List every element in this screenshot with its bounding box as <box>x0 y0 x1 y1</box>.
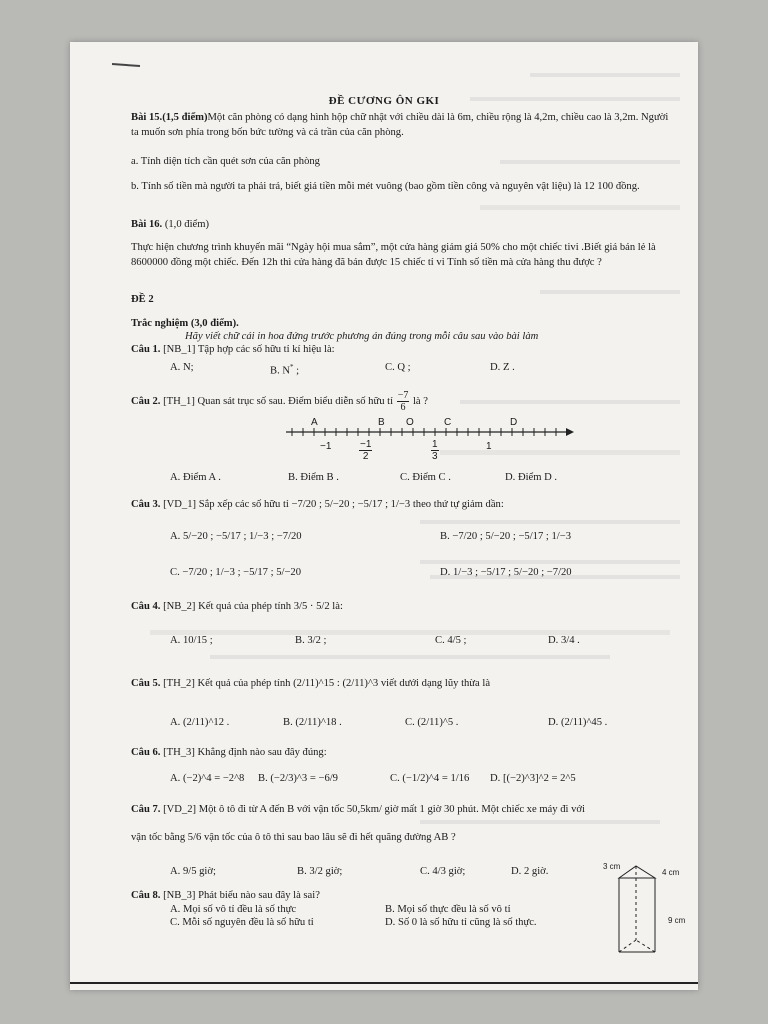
question-7-option-b: B. 3/2 giờ; <box>297 866 343 877</box>
question-4-label: Câu 4. <box>131 601 161 612</box>
question-4-end: là: <box>332 601 343 612</box>
question-8-option-c: C. Mỗi số nguyên đều là số hữu tỉ <box>170 917 314 928</box>
prism-label-top: 3 cm <box>603 862 621 871</box>
question-8-option-d: D. Số 0 là số hữu tỉ cũng là số thực. <box>385 917 537 928</box>
question-4-text: [NB_2] Kết quả của phép tính <box>163 601 292 612</box>
question-4-option-b: B. 3/2 ; <box>295 635 327 646</box>
question-5-option-c: C. (2/11)^5 . <box>405 717 459 728</box>
page-bottom-rule <box>70 982 698 984</box>
point-o-label: O <box>406 417 414 428</box>
question-8-option-b: B. Mọi số thực đều là số vô tỉ <box>385 904 511 915</box>
question-2-option-b: B. Điểm B . <box>288 472 339 483</box>
exercise-16-text: Thực hiện chương trình khuyến mãi “Ngày hội mua sắm”, một cửa hàng giảm giá 50% cho một chiếc tivi .Biết giá bán lẻ là 8600000 đồng một chiếc. Đến 12h thì cửa hàng đã bán được 15 chiếc tỉ vi Tính số tiền mà cửa hàng thu được ? <box>131 242 656 268</box>
question-1-option-b: B. N* ; <box>270 363 300 377</box>
multiple-choice-heading: Trắc nghiệm (3,0 điểm). <box>131 318 239 329</box>
question-4-expression: 3/5 · 5/2 <box>293 601 330 612</box>
question-5-option-d: D. (2/11)^45 . <box>548 717 608 728</box>
question-6-label: Câu 6. <box>131 747 161 758</box>
point-b-label: B <box>378 417 385 428</box>
question-2-end: là ? <box>412 395 428 407</box>
question-6-option-d: D. [(−2)^3]^2 = 2^5 <box>490 773 576 784</box>
exercise-15-part-a: a. Tính diện tích cần quét sơn của căn phòng <box>131 156 320 167</box>
question-6-option-b: B. (−2/3)^3 = −6/9 <box>258 773 338 784</box>
exercise-15-label: Bài 15.(1,5 điểm) <box>131 112 208 123</box>
tick-label-minus-half: $\frac{-1}{2}$ <box>360 439 372 462</box>
question-3-option-a: A. 5/−20 ; −5/17 ; 1/−3 ; −7/20 <box>170 531 302 542</box>
prism-label-right: 4 cm <box>662 868 680 877</box>
question-4-option-c: C. 4/5 ; <box>435 635 467 646</box>
section-de-2: ĐỀ 2 <box>131 294 154 305</box>
question-2-text: [TH_1] Quan sát trục số sau. Điểm biểu diễn số hữu tỉ <box>163 395 394 407</box>
multiple-choice-instruction: Hãy viết chữ cái in hoa đứng trước phương án đúng trong mỗi câu sau vào bài làm <box>185 331 539 342</box>
question-6-text: [TH_3] Khẳng định nào sau đây đúng: <box>163 747 327 758</box>
point-c-label: C <box>444 417 452 428</box>
question-5-label: Câu 5. <box>131 678 161 689</box>
question-7-option-d: D. 2 giờ. <box>511 866 549 877</box>
question-7-option-c: C. 4/3 giờ; <box>420 866 466 877</box>
question-5-text: [TH_2] Kết quả của phép tính <box>163 678 291 689</box>
question-7-text-1: [VD_2] Một ô tô đi từ A đến B với vận tốc 50,5km/ giờ mất 1 giờ 30 phút. Một chiếc xe máy đi với <box>163 804 585 815</box>
point-a-label: A <box>311 417 318 428</box>
question-3-end: theo thứ tự giảm dần: <box>412 499 504 510</box>
question-3-option-c: C. −7/20 ; 1/−3 ; −5/17 ; 5/−20 <box>170 567 302 578</box>
question-1-text: [NB_1] Tập hợp các số hữu tỉ kí hiệu là: <box>163 344 335 355</box>
page-title: ĐỀ CƯƠNG ÔN GKI <box>328 95 440 107</box>
question-1-label: Câu 1. <box>131 344 161 355</box>
question-5-option-a: A. (2/11)^12 . <box>170 717 230 728</box>
question-3-option-b: B. −7/20 ; 5/−20 ; −5/17 ; 1/−3 <box>440 531 572 542</box>
question-1-option-c: C. Q ; <box>385 362 411 373</box>
question-5-end: viết dưới dạng lũy thừa là <box>380 678 491 689</box>
tick-label-minus-1: −1 <box>320 441 332 452</box>
exercise-15-text: Một căn phòng có dạng hình hộp chữ nhật với chiều dài là 6m, chiều rộng là 4,2m, chiều cao là 3,2m. Người ta muốn sơn phía trong bốn bức tường và cả trần của căn phòng. <box>131 112 669 138</box>
question-7-label: Câu 7. <box>131 804 161 815</box>
point-d-label: D <box>510 417 518 428</box>
question-2-option-c: C. Điểm C . <box>400 472 451 483</box>
question-3-option-d: D. 1/−3 ; −5/17 ; 5/−20 ; −7/20 <box>440 567 572 578</box>
question-3-label: Câu 3. <box>131 499 161 510</box>
question-2-fraction: $\frac{-7}{6}$ <box>397 390 409 413</box>
question-5-expression: (2/11)^15 : (2/11)^3 <box>293 678 379 689</box>
question-8-text: [NB_3] Phát biểu nào sau đây là sai? <box>163 890 320 901</box>
exercise-16-label: Bài 16. <box>131 219 163 230</box>
tick-label-1: 1 <box>486 441 492 452</box>
question-7-line-2: vận tốc bằng 5/6 vận tốc của ô tô thì sau bao lâu sẽ đi hết quãng đường AB ? <box>131 832 456 843</box>
question-5-option-b: B. (2/11)^18 . <box>283 717 342 728</box>
question-2-option-d: D. Điểm D . <box>505 472 558 483</box>
question-3-sequence: −7/20 ; 5/−20 ; −5/17 ; 1/−3 <box>291 499 411 510</box>
question-8-option-a: A. Mọi số vô tỉ đều là số thực <box>170 904 297 915</box>
question-2-option-a: A. Điểm A . <box>170 472 221 483</box>
exercise-15-part-b: b. Tính số tiền mà người ta phải trả, biết giá tiền mỗi mét vuông (bao gồm tiền công và nguyên vật liệu) là 12 100 đồng. <box>131 181 640 192</box>
question-4-option-d: D. 3/4 . <box>548 635 580 646</box>
question-3-text: [VD_1] Sắp xếp các số hữu tỉ <box>163 499 289 510</box>
question-6-option-c: C. (−1/2)^4 = 1/16 <box>390 773 470 784</box>
question-6-option-a: A. (−2)^4 = −2^8 <box>170 773 245 784</box>
question-4-option-a: A. 10/15 ; <box>170 635 213 646</box>
exercise-16-points: (1,0 điểm) <box>164 219 209 230</box>
question-8-label: Câu 8. <box>131 890 161 901</box>
prism-label-height: 9 cm <box>668 916 686 925</box>
question-1-option-d: D. Z . <box>490 362 515 373</box>
tick-label-one-third: $\frac{1}{3}$ <box>432 439 438 462</box>
question-7-option-a: A. 9/5 giờ; <box>170 866 216 877</box>
question-2-label: Câu 2. <box>131 395 161 407</box>
question-1-option-a: A. N; <box>170 362 194 373</box>
